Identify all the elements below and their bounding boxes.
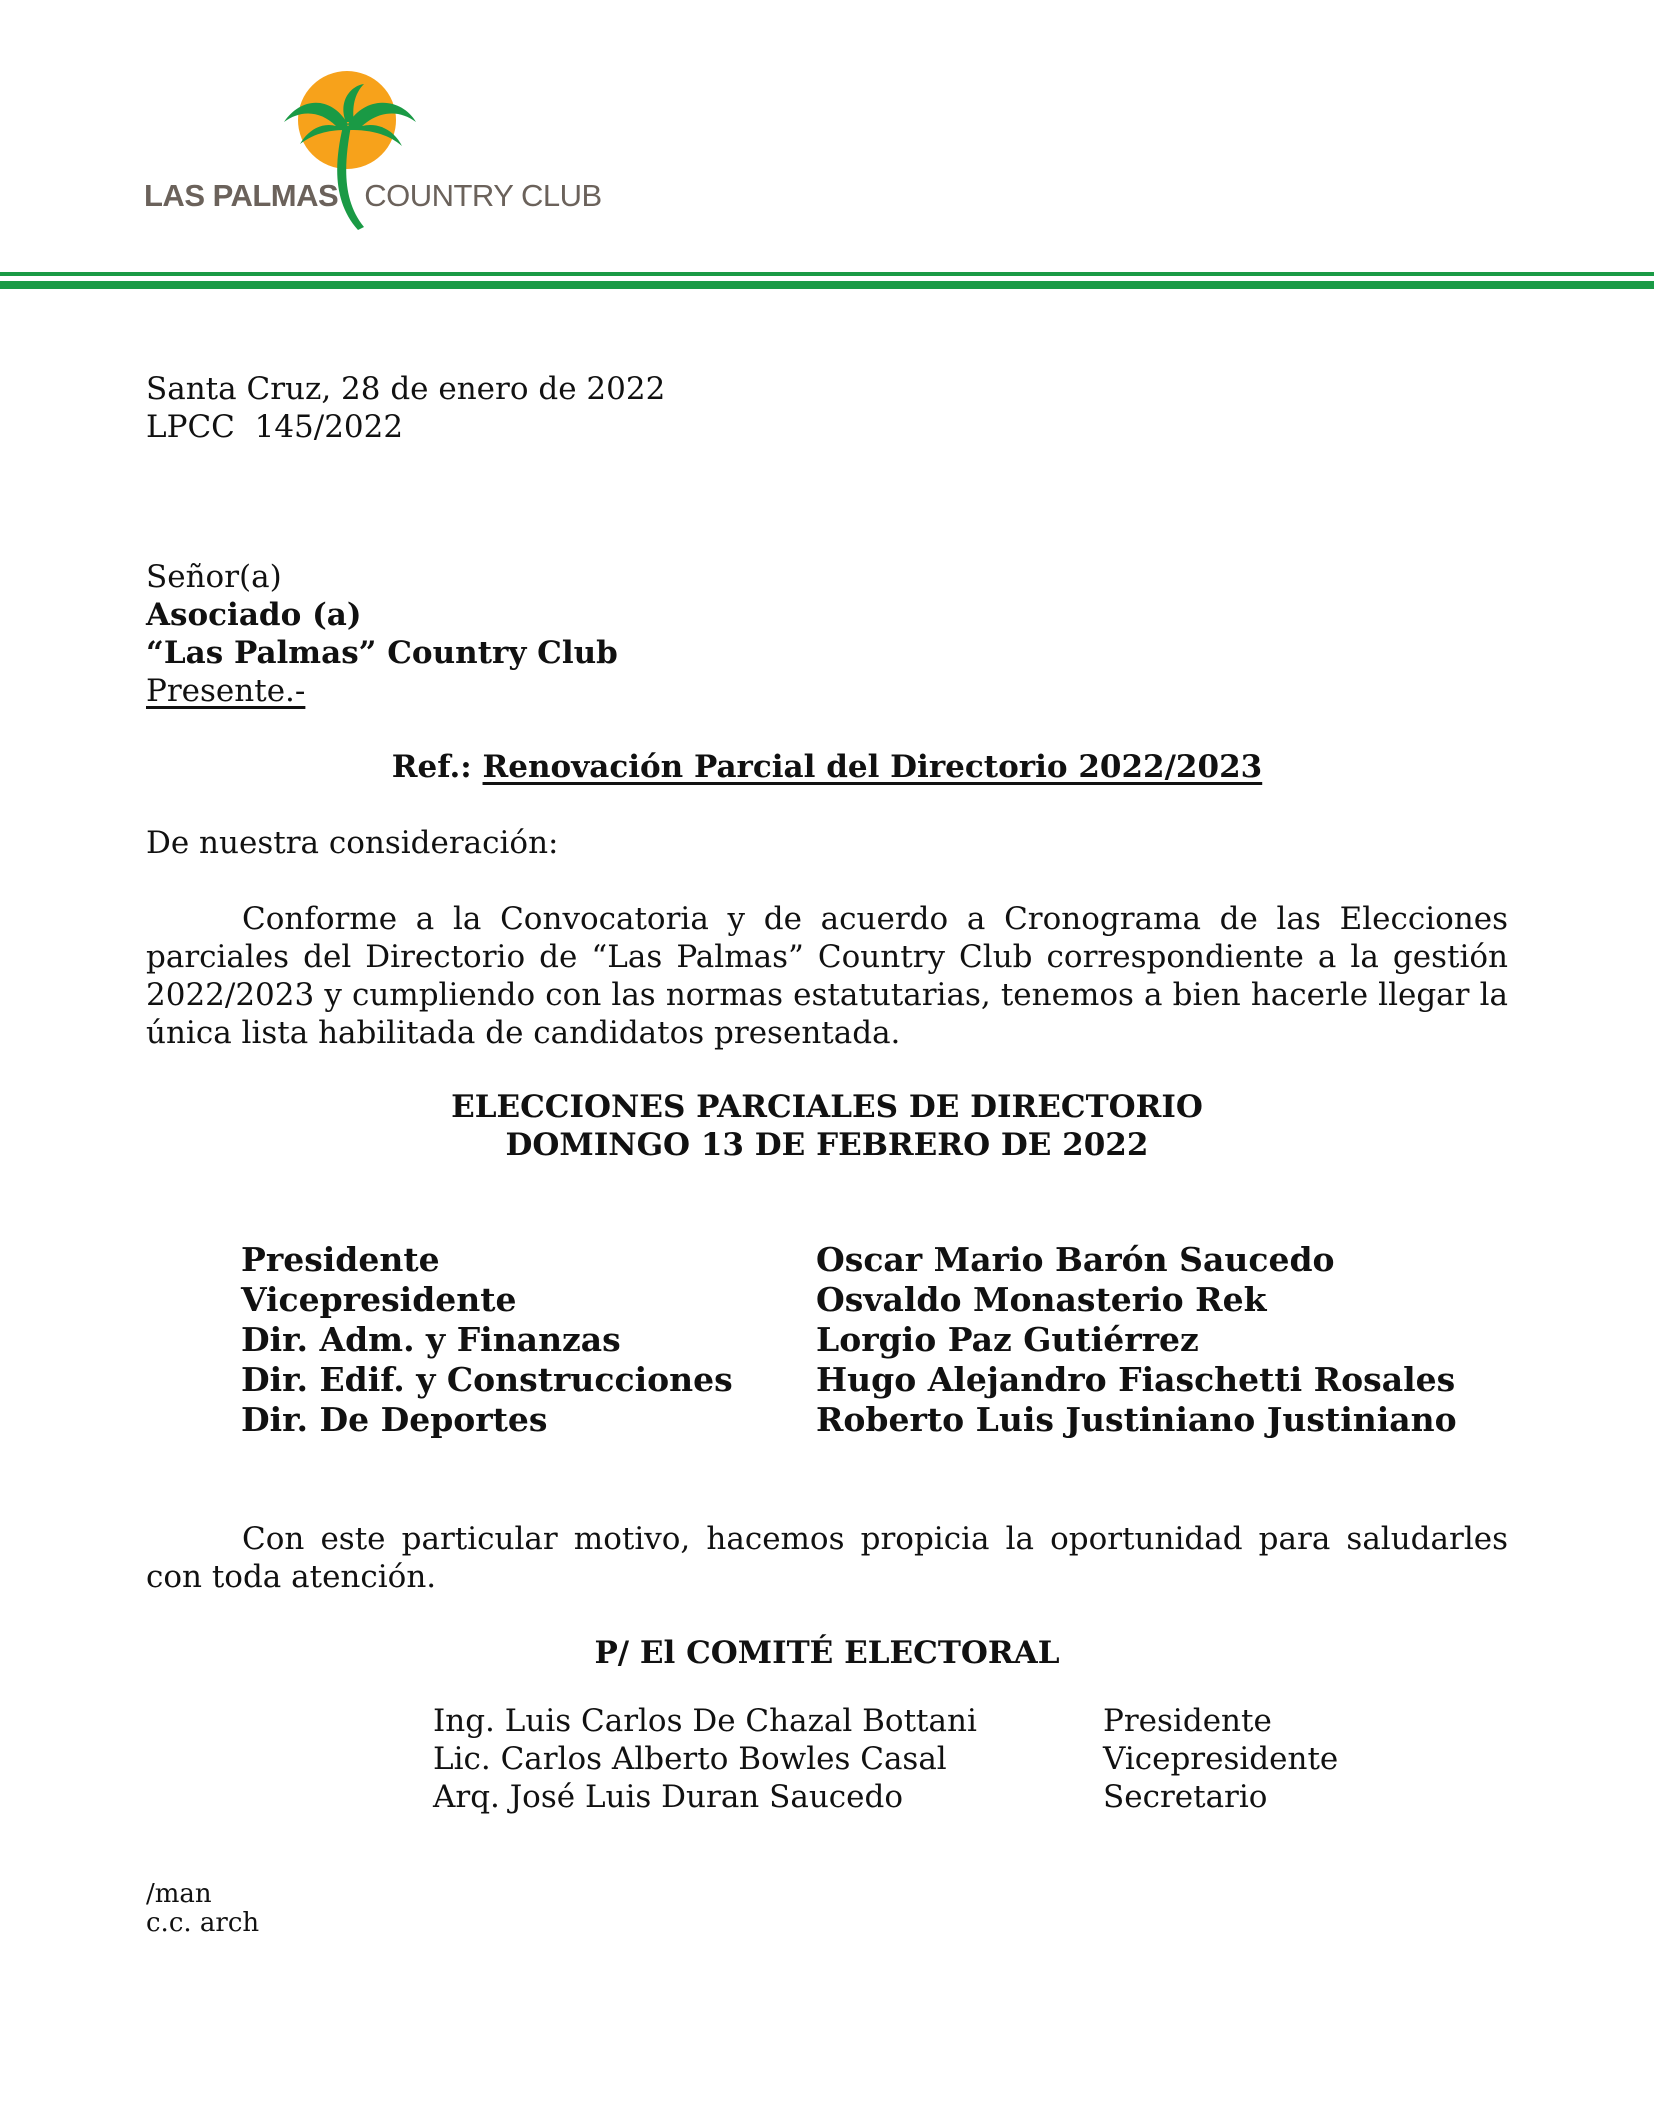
reference-code: LPCC 145/2022 [146,409,404,445]
committee-member-position: Presidente [1103,1703,1272,1739]
candidate-role: Dir. Edif. y Construcciones [241,1360,733,1399]
reference-subject: Renovación Parcial del Directorio 2022/2023 [482,749,1263,785]
club-name-bold: LAS PALMAS [144,178,339,213]
presente: Presente.- [146,673,306,709]
candidate-role: Vicepresidente [241,1280,517,1319]
club-wordmark [144,178,602,214]
committee-title: P/ El COMITÉ ELECTORAL [594,1635,1060,1671]
candidate-name: Oscar Mario Barón Saucedo [816,1240,1335,1279]
reference-line [0,748,1654,786]
election-title-line-1: ELECCIONES PARCIALES DE DIRECTORIO [451,1089,1203,1125]
header-rule-thick [0,281,1654,289]
committee-member-position: Vicepresidente [1103,1741,1339,1777]
candidate-name: Roberto Luis Justiniano Justiniano [816,1400,1457,1439]
reference-label: Ref.: [391,749,472,785]
committee-member-name: Ing. Luis Carlos De Chazal Bottani [433,1703,977,1739]
footer-cc: c.c. arch [146,1908,260,1938]
greeting: De nuestra consideración: [146,825,559,861]
palm-tree-sun-icon [140,64,580,244]
candidate-role: Dir. Adm. y Finanzas [241,1320,621,1359]
closing-paragraph: Con este particular motivo, hacemos propicia la oportunidad para saludarles con toda atención. [146,1521,1508,1595]
place-date: Santa Cruz, 28 de enero de 2022 [146,371,666,407]
recipient-line-2: “Las Palmas” Country Club [146,635,618,671]
committee-member-name: Arq. José Luis Duran Saucedo [433,1779,904,1815]
header-rule-thin [0,272,1654,276]
candidate-name: Osvaldo Monasterio Rek [816,1280,1267,1319]
footer-initials: /man [146,1879,212,1909]
recipient-line-1: Asociado (a) [146,597,362,633]
candidate-name: Hugo Alejandro Fiaschetti Rosales [816,1360,1456,1399]
candidate-role: Presidente [241,1240,440,1279]
candidate-role: Dir. De Deportes [241,1400,548,1439]
committee-member-position: Secretario [1103,1779,1268,1815]
committee-member-name: Lic. Carlos Alberto Bowles Casal [433,1741,947,1777]
salutation: Señor(a) [146,559,282,595]
election-title-line-2: DOMINGO 13 DE FEBRERO DE 2022 [505,1127,1149,1163]
candidate-name: Lorgio Paz Gutiérrez [816,1320,1199,1359]
club-name-light: COUNTRY CLUB [364,178,602,213]
body-paragraph: Conforme a la Convocatoria y de acuerdo a Cronograma de las Elecciones parciales del Directorio de “Las Palmas” Country Club correspondiente a la gestión 2022/2023 y cumpliendo con las normas estatutarias, tenemos a bien hacerle llegar la única lista habilitada de candidatos presentada. [146,901,1508,1051]
